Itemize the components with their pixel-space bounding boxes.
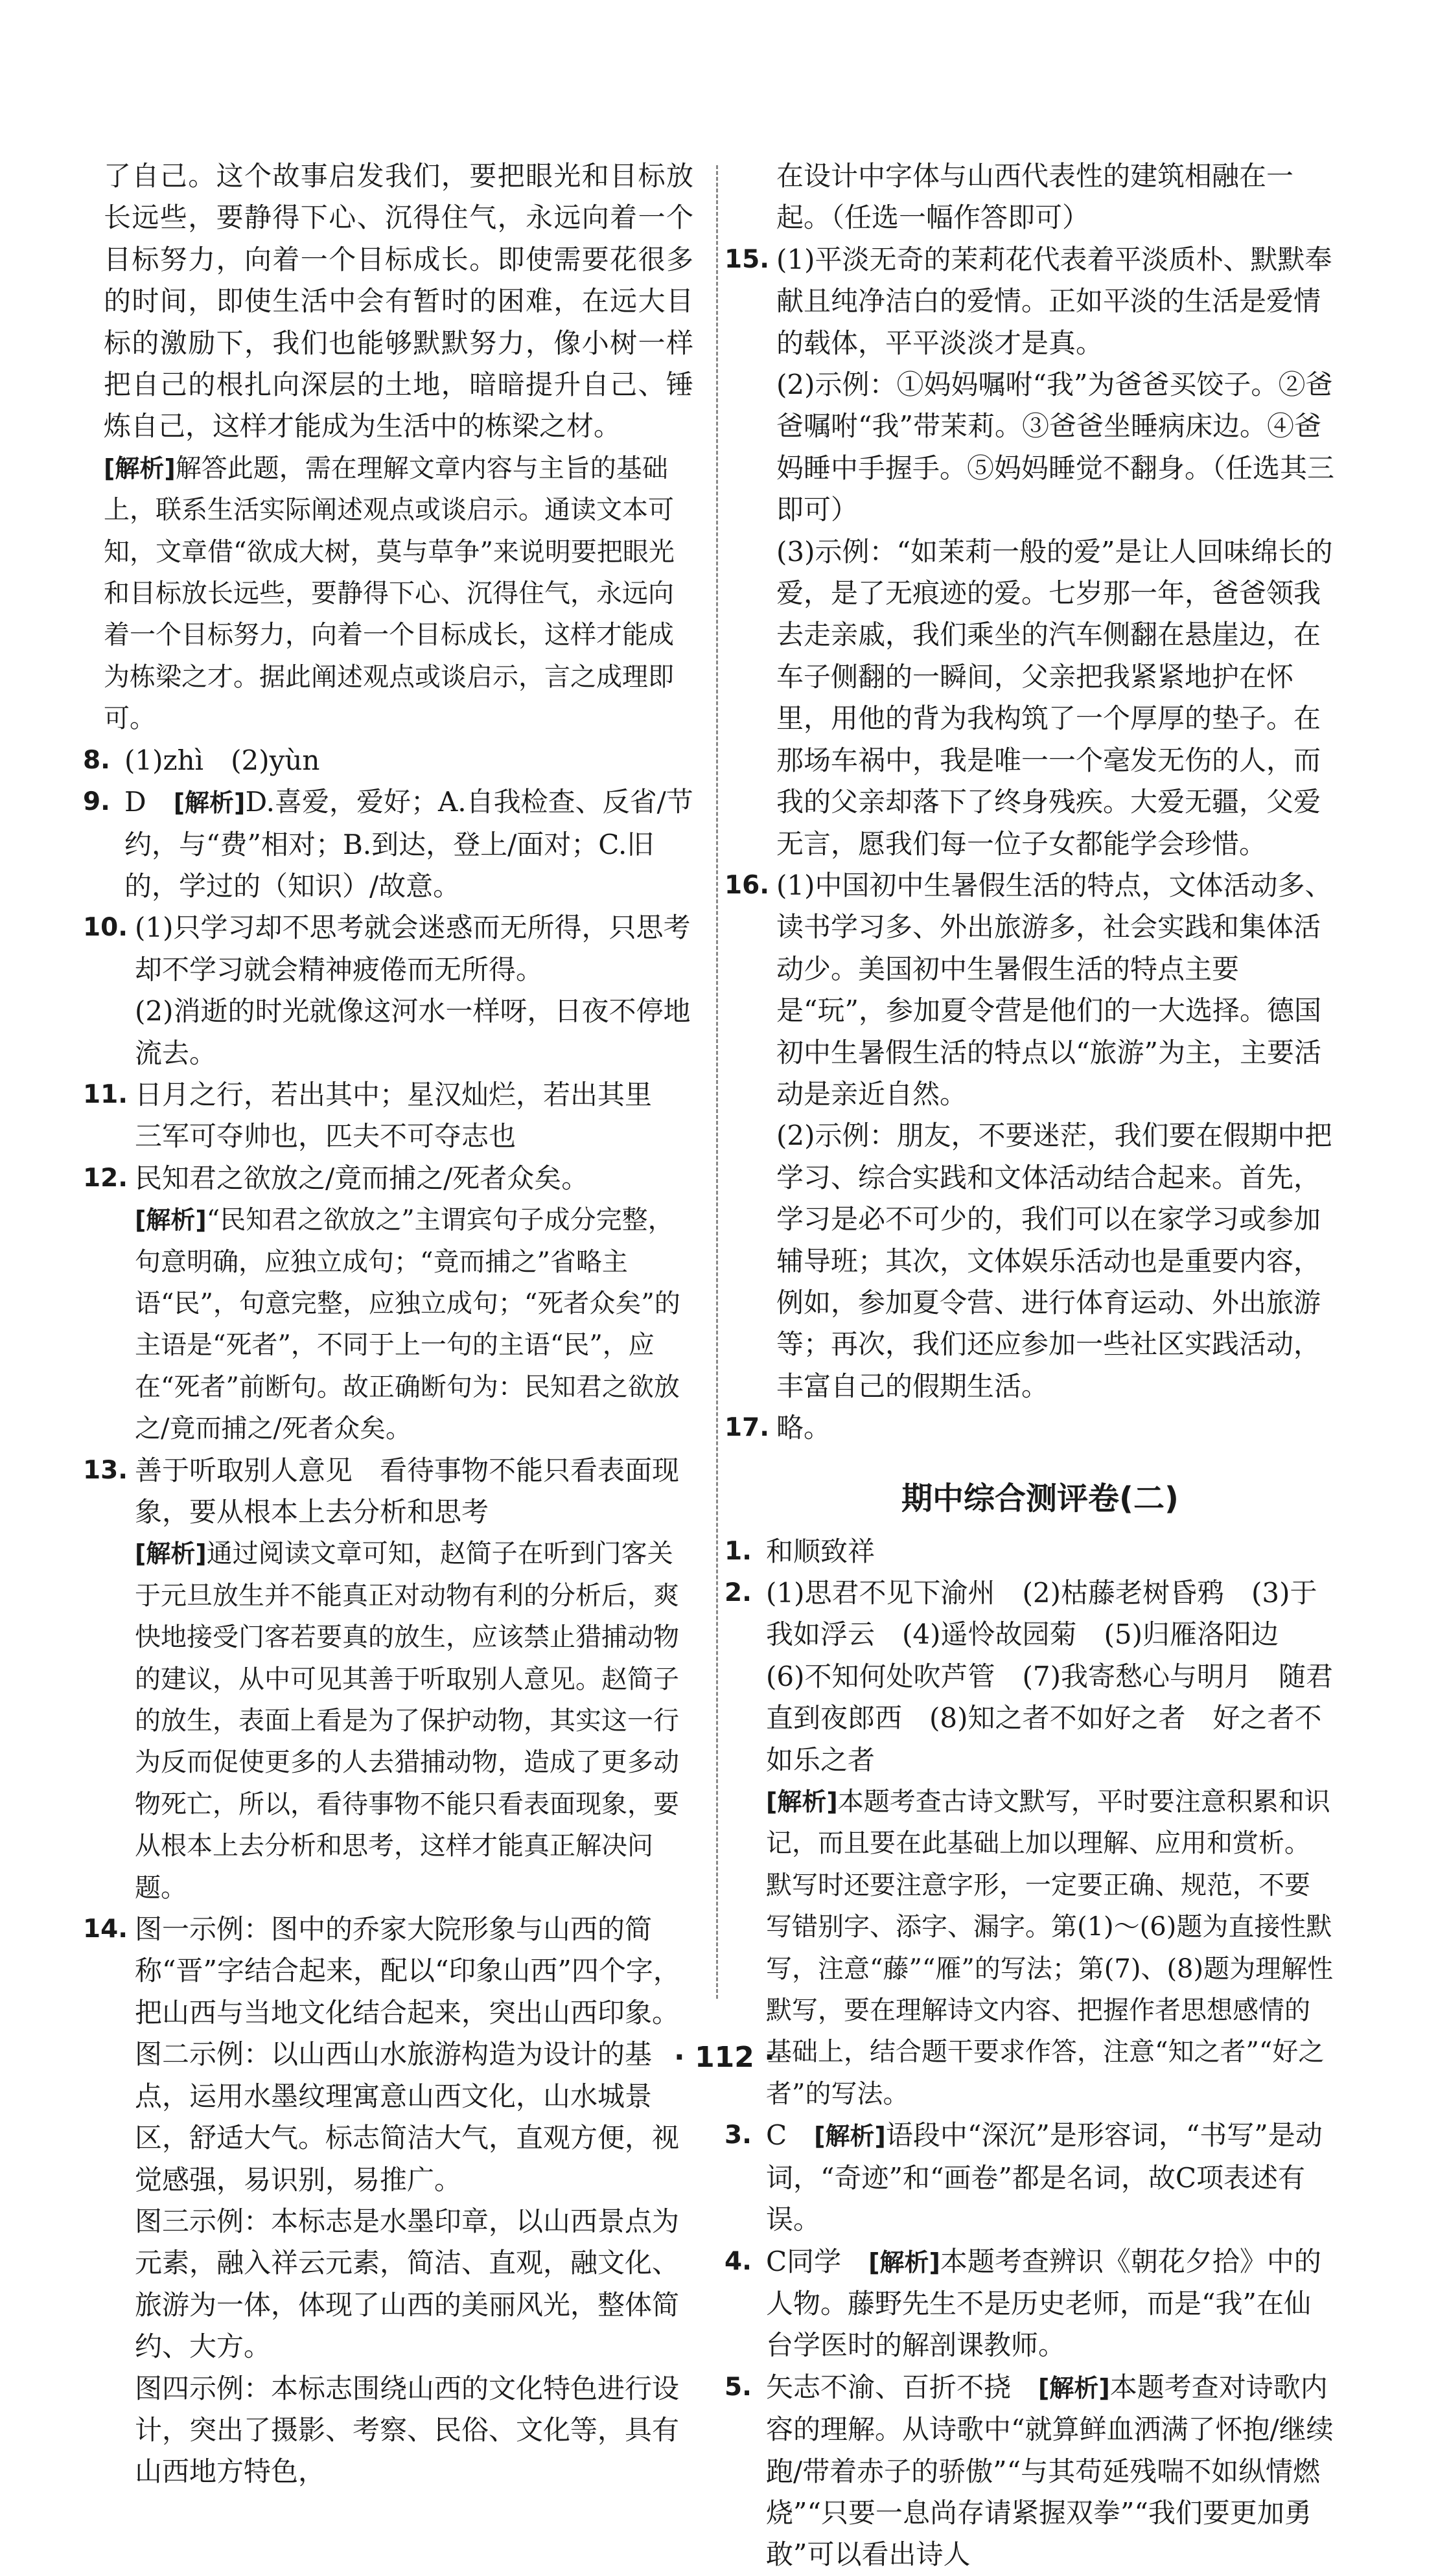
- answer-9: 9. D [解析]D.喜爱，爱好；A.自我检查、反省/节约，与“费”相对；B.到达，登上/面对；C.旧的，学过的（知识）/故意。: [83, 786, 693, 902]
- answer-10: 10. (1)只学习却不思考就会迷惑而无所得，只思考却不学习就会精神疲倦而无所得。 (2)消逝的时光就像这河水一样呀，日夜不停地流去。: [83, 912, 691, 1069]
- section2-answer-5: 5. 矢志不渝、百折不挠 [解析]本题考查对诗歌内容的理解。从诗歌中“就算鲜血洒满了怀抱/继续跑/带着赤子的骄傲”“与其苟延残喘不如纵情燃烧”“只要一息尚存请紧握双拳”“我们要更加勇敢”可以看出诗人: [724, 2371, 1334, 2571]
- section2-answer-1: 1. 和顺致祥: [724, 1535, 875, 1567]
- answer-14-continued: 在设计中字体与山西代表性的建筑相融在一起。（任选一幅作答即可）: [776, 160, 1294, 234]
- section2-answer-2: 2. (1)思君不见下渝州 (2)枯藤老树昏鸦 (3)于我如浮云 (4)遥怜故园菊 (5)归雁洛阳边 (6)不知何处吹芦管 (7)我寄愁心与明月 随君直到夜郎西 (8)知之者不如好之者 好之者不如乐之者 [解析]本题考查古诗文默写，平时要注意积累和识记，而且要在此基础上加以理解、应用和赏析。默写时还要注意字形，一定要正确、规范，不要写错别字、添字、漏字。第(1)～(6)题为直接性默写，注意“藤”“雁”的写法；第(7)、(8)题为理解性默写，要在理解诗文内容、把握作者思想感情的基础上，结合题干要求作答，注意“知之者”“好之者”的写法。: [724, 1577, 1334, 2109]
- left-column: [83, 155, 693, 2493]
- answer-12: 12. 民知君之欲放之/竟而捕之/死者众矣。 [解析]“民知君之欲放之”主谓宾句子成分完整，句意明确，应独立成句；“竟而捕之”省略主语“民”，句意完整，应独立成句；“死者众矣”的主语是“死者”，不同于上一句的主语“民”，应在“死者”前断句。故正确断句为：民知君之欲放之/竟而捕之/死者众矣。: [83, 1162, 680, 1444]
- section-title: 期中综合测评卷(二): [901, 1480, 1179, 1517]
- answer-11: 11. 日月之行，若出其中；星汉灿烂，若出其里 三军可夺帅也，匹夫不可夺志也: [83, 1078, 680, 1153]
- answer-17: 17. 略。: [724, 1412, 831, 1444]
- answer-16: 16. (1)中国初中生暑假生活的特点，文体活动多、读书学习多、外出旅游多，社会实践和集体活动少。美国初中生暑假生活的特点主要是“玩”，参加夏令营是他们的一大选择。德国初中生暑假生活的特点以“旅游”为主，主要活动是亲近自然。 (2)示例：朋友，不要迷茫，我们要在假期中把学习、综合实践和文体活动结合起来。首先，学习是必不可少的，我们可以在家学习或参加辅导班；其次，文体娱乐活动也是重要内容，例如，参加夏令营、进行体育运动、外出旅游等；再次，我们还应参加一些社区实践活动，丰富自己的假期生活。: [724, 869, 1332, 1402]
- page-number: · 112 ·: [674, 2041, 775, 2074]
- answer-8: 8. (1)zhì (2)yùn: [83, 744, 320, 776]
- answer-14: 14. 图一示例：图中的乔家大院形象与山西的简称“晋”字结合起来，配以“印象山西”四个字，把山西与当地文化结合起来，突出山西印象。 图二示例：以山西山水旅游构造为设计的基点，运用水墨纹理寓意山西文化，山水城景区，舒适大气。标志简洁大气，直观方便，视觉感强，易识别，易推广。 图三示例：本标志是水墨印章，以山西景点为元素，融入祥云元素，简洁、直观，融文化、旅游为一体，体现了山西的美丽风光，整体简约、大方。 图四示例：本标志围绕山西的文化特色进行设计，突出了摄影、考察、民俗、文化等，具有山西地方特色，: [83, 1913, 680, 2488]
- section2-answer-4: 4. C同学 [解析]本题考查辨识《朝花夕拾》中的人物。藤野先生不是历史老师，而是“我”在仙台学医时的解剖课教师。: [724, 2245, 1321, 2362]
- analysis-tag: [解析]: [104, 454, 176, 483]
- answer-15: 15. (1)平淡无奇的茉莉花代表着平淡质朴、默默奉献且纯净洁白的爱情。正如平淡的生活是爱情的载体，平平淡淡才是真。 (2)示例：①妈妈嘱咐“我”为爸爸买饺子。②爸爸嘱咐“我”带茉莉。③爸爸坐睡病床边。④爸妈睡中手握手。⑤妈妈睡觉不翻身。（任选其三即可） (3)示例：“如茉莉一般的爱”是让人回味绵长的爱，是了无痕迹的爱。七岁那一年，爸爸领我去走亲戚，我们乘坐的汽车侧翻在悬崖边，在车子侧翻的一瞬间，父亲把我紧紧地护在怀里，用他的背为我构筑了一个厚厚的垫子。在那场车祸中，我是唯一一个毫发无伤的人，而我的父亲却落下了终身残疾。大爱无疆，父爱无言，愿我们每一位子女都能学会珍惜。: [724, 243, 1335, 860]
- answer-7-continued: 了自己。这个故事启发我们，要把眼光和目标放长远些，要静得下心、沉得住气，永远向着一个目标努力，向着一个目标成长。即使需要花很多的时间，即使生活中会有暂时的困难，在远大目标的激励下，我们也能够默默努力，像小树一样把自己的根扎向深层的土地，暗暗提升自己、锤炼自己，这样才能成为生活中的栋梁之材。: [104, 160, 693, 443]
- section2-answer-3: 3. C [解析]语段中“深沉”是形容词，“书写”是动词，“奇迹”和“画卷”都是名词，故C项表述有误。: [724, 2119, 1323, 2236]
- answer-13: 13. 善于听取别人意见 看待事物不能只看表面现象，要从根本上去分析和思考 [解析]通过阅读文章可知，赵简子在听到门客关于元旦放生并不能真正对动物有利的分析后，爽快地接受门客若要真的放生，应该禁止猎捕动物的建议，从中可见其善于听取别人意见。赵简子的放生，表面上看是为了保护动物，其实这一行为反而促使更多的人去猎捕动物，造成了更多动物死亡，所以，看待事物不能只看表面现象，要从根本上去分析和思考，这样才能真正解决问题。: [83, 1454, 680, 1903]
- analysis-7: [解析]解答此题，需在理解文章内容与主旨的基础上，联系生活实际阐述观点或谈启示。通读文本可知，文章借“欲成大树，莫与草争”来说明要把眼光和目标放长远些，要静得下心、沉得住气，永远向着一个目标努力，向着一个目标成长，这样才能成为栋梁之才。据此阐述观点或谈启示，言之成理即可。: [104, 453, 675, 734]
- column-divider: [716, 165, 718, 1999]
